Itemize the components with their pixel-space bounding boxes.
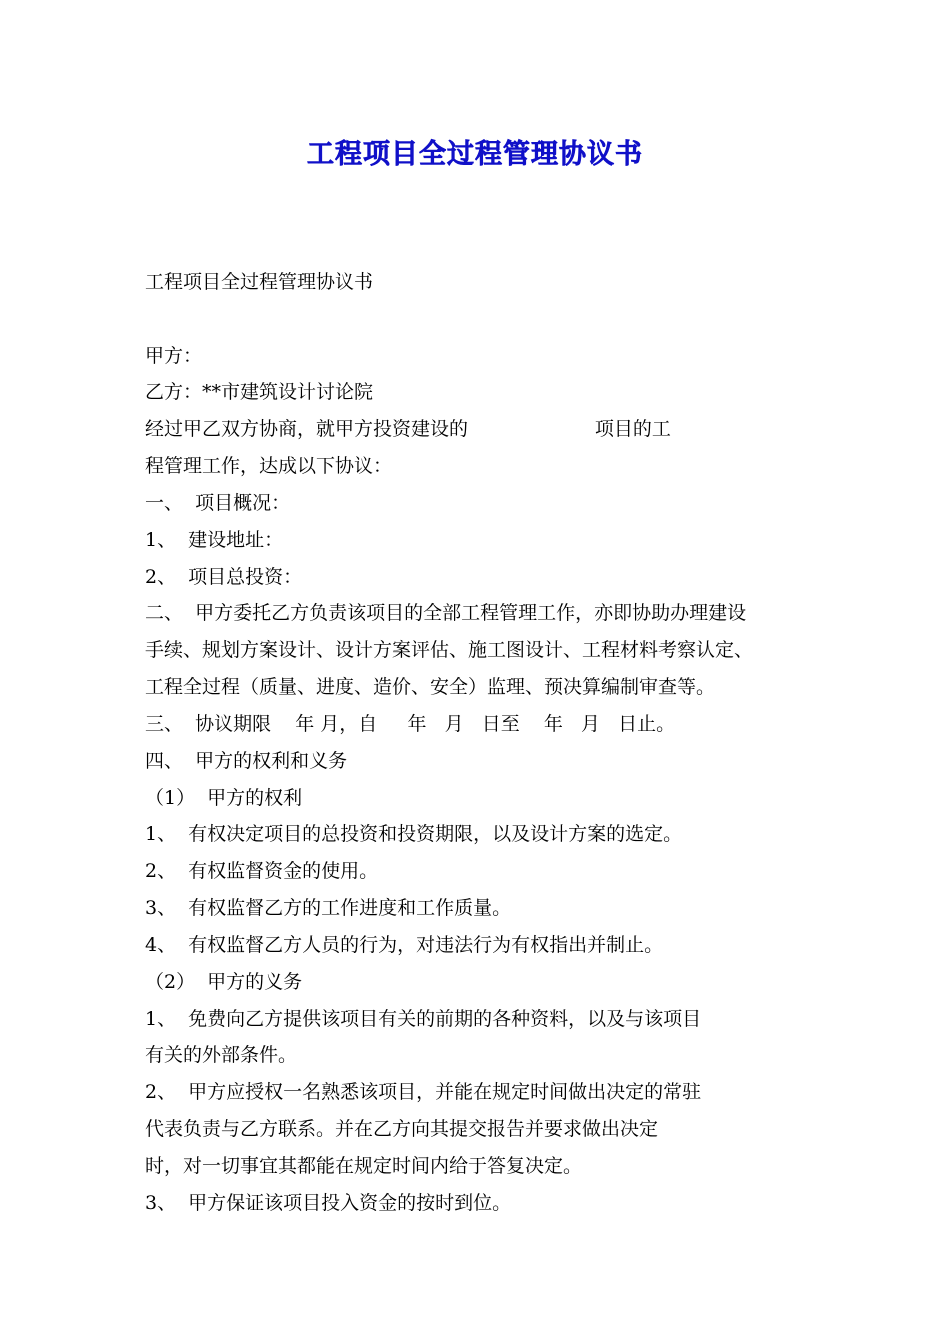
duties-item-2-line-1: 2、 甲方应授权一名熟悉该项目，并能在规定时间做出决定的常驻 (145, 1081, 702, 1103)
preamble-line-1: 经过甲乙双方协商，就甲方投资建设的 项目的工 (145, 418, 671, 440)
duties-item-2-line-3: 时，对一切事宜其都能在规定时间内给于答复决定。 (145, 1155, 583, 1177)
agreement-heading: 工程项目全过程管理协议书 (145, 271, 374, 293)
rights-item-2: 2、 有权监督资金的使用。 (145, 860, 379, 882)
section-1-heading: 一、 项目概况： (145, 492, 291, 514)
rights-item-1: 1、 有权决定项目的总投资和投资期限，以及设计方案的选定。 (145, 823, 683, 845)
preamble-line-2: 程管理工作，达成以下协议： (145, 455, 393, 477)
duties-item-2-line-2: 代表负责与乙方联系。并在乙方向其提交报告并要求做出决定 (145, 1118, 659, 1140)
party-a-rights-heading: （1） 甲方的权利 (145, 787, 303, 809)
party-b-line: 乙方：**市建筑设计讨论院 (145, 381, 374, 403)
section-3-line: 三、 协议期限 年 月，自 年 月 日至 年 月 日止。 (145, 713, 676, 735)
section-1-item-1: 1、 建设地址： (145, 529, 284, 551)
rights-item-3: 3、 有权监督乙方的工作进度和工作质量。 (145, 897, 512, 919)
party-a-line: 甲方： (145, 345, 203, 367)
section-2-line-2: 手续、规划方案设计、设计方案评估、施工图设计、工程材料考察认定、 (145, 639, 754, 661)
section-4-heading: 四、 甲方的权利和义务 (145, 750, 348, 772)
document-title: 工程项目全过程管理协议书 (307, 139, 643, 170)
rights-item-4: 4、 有权监督乙方人员的行为，对违法行为有权指出并制止。 (145, 934, 664, 956)
duties-item-1-line-2: 有关的外部条件。 (145, 1044, 298, 1066)
party-a-duties-heading: （2） 甲方的义务 (145, 971, 303, 993)
section-1-item-2: 2、 项目总投资： (145, 566, 303, 588)
section-2-line-1: 二、 甲方委托乙方负责该项目的全部工程管理工作，亦即协助办理建设 (145, 602, 747, 624)
duties-item-1-line-1: 1、 免费向乙方提供该项目有关的前期的各种资料，以及与该项目 (145, 1008, 702, 1030)
section-2-line-3: 工程全过程（质量、进度、造价、安全）监理、预决算编制审查等。 (145, 676, 716, 698)
duties-item-3: 3、 甲方保证该项目投入资金的按时到位。 (145, 1192, 512, 1214)
